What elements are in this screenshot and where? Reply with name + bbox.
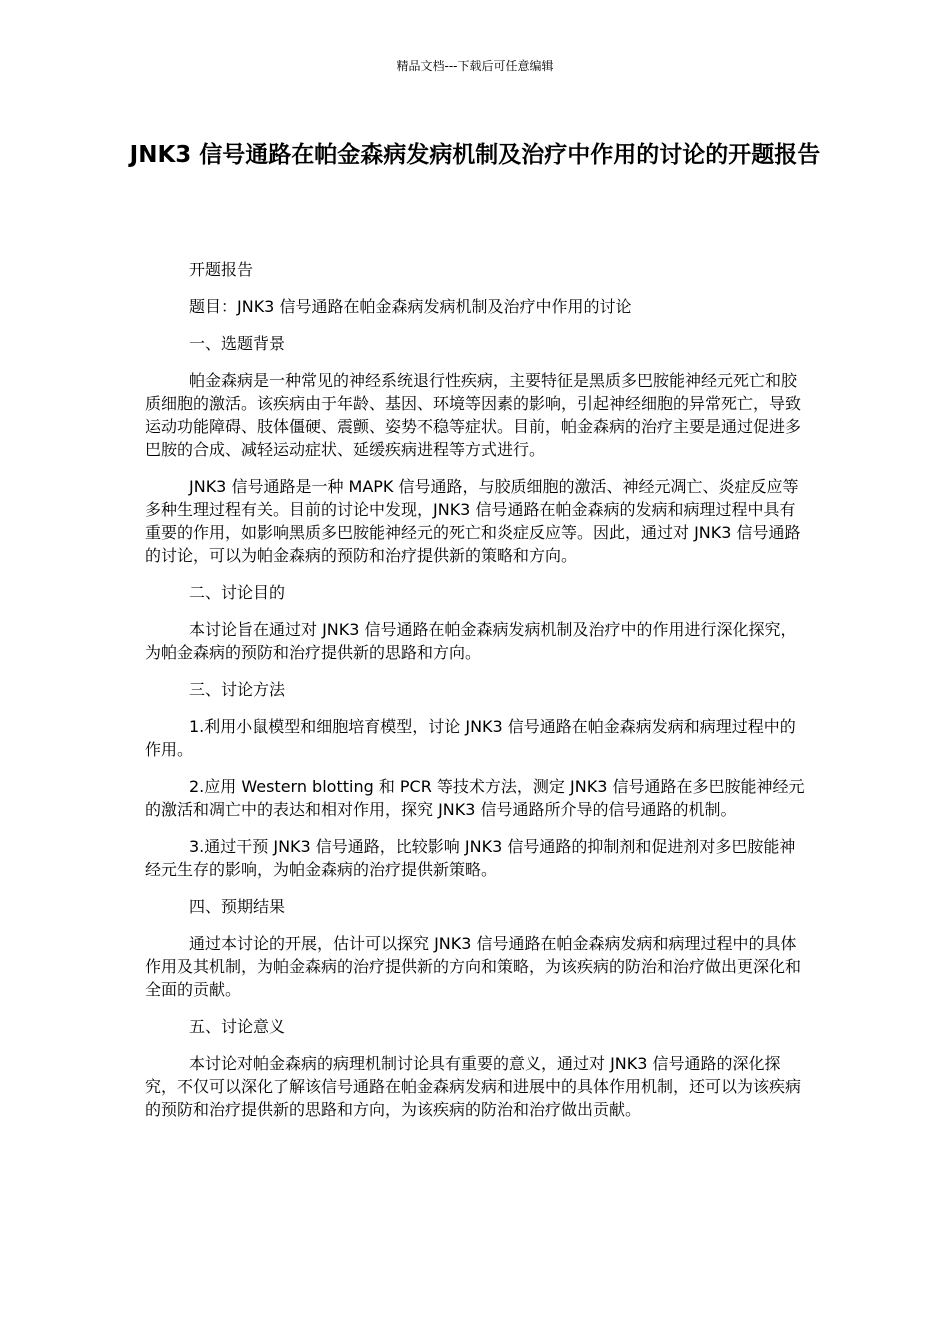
section-heading-background: 一、选题背景 — [189, 334, 286, 353]
method-item-3: 3.通过干预 JNK3 信号通路，比较影响 JNK3 信号通路的抑制剂和促进剂对多巴胺能神经元生存的影响，为帕金森病的治疗提供新策略。 — [145, 837, 796, 879]
header-note: 精品文档---下载后可任意编辑 — [396, 59, 554, 73]
paragraph-background-2: JNK3 信号通路是一种 MAPK 信号通路，与胶质细胞的激活、神经元凋亡、炎症反应等多种生理过程有关。目前的讨论中发现，JNK3 信号通路在帕金森病的发病和病理过程中具有重要的作用，如影响黑质多巴胺能神经元的死亡和炎症反应等。因此，通过对 JNK3 信号通路的讨论，可以为帕金森病的预防和治疗提供新的策略和方向。 — [145, 477, 801, 565]
paragraph-purpose: 本讨论旨在通过对 JNK3 信号通路在帕金森病发病机制及治疗中的作用进行深化探究，为帕金森病的预防和治疗提供新的思路和方向。 — [145, 620, 797, 662]
method-item-2: 2.应用 Western blotting 和 PCR 等技术方法，测定 JNK3 信号通路在多巴胺能神经元的激活和凋亡中的表达和相对作用，探究 JNK3 信号通路所介导的信号通路的机制。 — [145, 777, 805, 819]
document-title: JNK3 信号通路在帕金森病发病机制及治疗中作用的讨论的开题报告 — [129, 142, 821, 168]
section-heading-results: 四、预期结果 — [189, 897, 286, 916]
paragraph-significance: 本讨论对帕金森病的病理机制讨论具有重要的意义，通过对 JNK3 信号通路的深化探究，不仅可以深化了解该信号通路在帕金森病发病和进展中的具体作用机制，还可以为该疾病的预防和治疗提供新的思路和方向，为该疾病的防治和治疗做出贡献。 — [145, 1054, 802, 1119]
section-heading-purpose: 二、讨论目的 — [189, 583, 286, 602]
paragraph-results: 通过本讨论的开展，估计可以探究 JNK3 信号通路在帕金森病发病和病理过程中的具体作用及其机制，为帕金森病的治疗提供新的方向和策略，为该疾病的防治和治疗做出更深化和全面的贡献。 — [145, 934, 802, 999]
section-heading-significance: 五、讨论意义 — [189, 1017, 286, 1036]
paragraph-background-1: 帕金森病是一种常见的神经系统退行性疾病，主要特征是黑质多巴胺能神经元死亡和胶质细胞的激活。该疾病由于年龄、基因、环境等因素的影响，引起神经细胞的异常死亡，导致运动功能障碍、肢体僵硬、震颤、姿势不稳等症状。目前，帕金森病的治疗主要是通过促进多巴胺的合成、减轻运动症状、延缓疾病进程等方式进行。 — [145, 371, 802, 459]
document-body — [145, 258, 805, 1135]
topic-line: 题目：JNK3 信号通路在帕金森病发病机制及治疗中作用的讨论 — [189, 297, 632, 316]
section-heading-methods: 三、讨论方法 — [189, 680, 286, 699]
report-label: 开题报告 — [189, 260, 254, 279]
method-item-1: 1.利用小鼠模型和细胞培育模型，讨论 JNK3 信号通路在帕金森病发病和病理过程中的作用。 — [145, 717, 796, 759]
